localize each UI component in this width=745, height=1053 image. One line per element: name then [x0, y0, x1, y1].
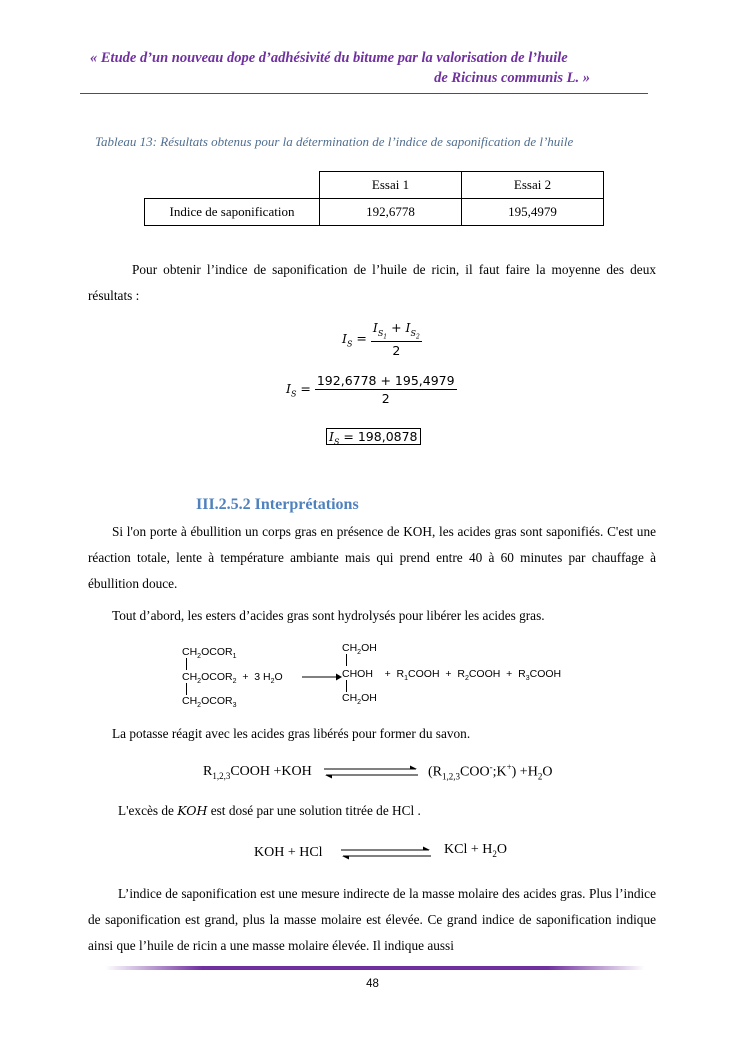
header-divider [80, 93, 648, 94]
reaction-arrow-icon [302, 672, 342, 682]
table-header-essai-1: Essai 1 [320, 172, 462, 199]
table-empty-cell [145, 172, 320, 199]
paragraph-mean: Pour obtenir l’indice de saponification de l’huile de ricin, il faut faire la moyenne des deux résultats : [88, 262, 656, 303]
paragraph-saponification: Si l'on porte à ébullition un corps gras en présence de KOH, les acides gras sont saponifiés. C'est une réaction totale, lente à température ambiante mais qui prend entre 40 à 60 minutes par chauffage à ébullition douce. [88, 524, 656, 591]
formula-result: $I_S = 198,0878$ [326, 429, 421, 447]
equilibrium-arrow-icon [324, 765, 418, 779]
paragraph-hydrolysis: Tout d’abord, les esters d’acides gras sont hydrolysés pour libérer les acides gras. [112, 608, 545, 623]
page-number: 48 [366, 978, 379, 990]
formula-1-denominator: 2 [392, 343, 401, 359]
p5-before: L'excès de [118, 803, 174, 818]
formula-mean-numeric: $I_S$ = $\frac{192,6778 + 195,4979}{2}$ [286, 373, 455, 406]
equilibrium-arrow-2-icon [341, 846, 431, 860]
table-caption: Tableau 13: Résultats obtenus pour la détermination de l’indice de saponification de l’huile [95, 134, 574, 149]
p5-variable: KOH [177, 803, 208, 818]
paragraph-potasse: La potasse réagit avec les acides gras libérés pour former du savon. [112, 726, 471, 741]
footer-divider [105, 966, 645, 970]
formula-2-numerator: 192,6778 + 195,4979 [316, 373, 455, 388]
formula-mean-symbolic: $I_S$ = $\frac{I_{S_1} + I_{S_2}}{2}$ [342, 320, 420, 359]
running-header [80, 48, 648, 88]
paragraph-interpretation: L’indice de saponification est une mesure indirecte de la masse molaire des acides gras. Plus l’indice de saponification est grand, plus la masse molaire est élevée. Ce grand indice de saponification indique ainsi que l’huile de ricin a une masse molaire élevée. Il indique aussi [88, 886, 656, 953]
p5-after: est dosé par une solution titrée de HCl . [210, 803, 421, 818]
table-header-essai-2: Essai 2 [462, 172, 604, 199]
paragraph-excess-koh [88, 798, 656, 824]
header-line-2: de Ricinus communis L. » [434, 70, 590, 86]
table-row [145, 199, 604, 226]
results-table [144, 171, 604, 226]
section-title: III.2.5.2 Interprétations [196, 496, 359, 513]
formula-2-denominator: 2 [381, 391, 390, 406]
result-value: 198,0878 [357, 429, 418, 444]
header-line-1: « Etude d’un nouveau dope d’adhésivité du bitume par la valorisation de l’huile [90, 50, 568, 66]
table-header-row [145, 172, 604, 199]
table-cell-essai-2: 195,4979 [462, 199, 604, 226]
table-row-label: Indice de saponification [145, 199, 320, 226]
table-cell-essai-1: 192,6778 [320, 199, 462, 226]
